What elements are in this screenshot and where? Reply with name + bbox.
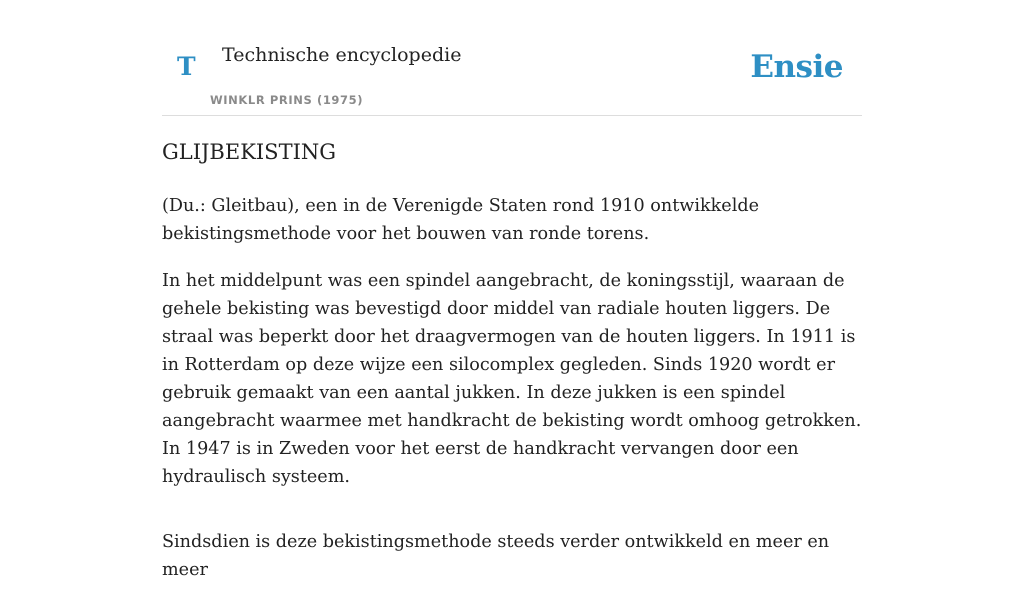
article-page	[162, 0, 862, 580]
article-body	[162, 192, 864, 603]
article-paragraph-intro: (Du.: Gleitbau), een in de Verenigde Staten rond 1910 ontwikkelde bekistingsmethode voor het bouwen van ronde torens.	[162, 196, 760, 244]
encyclopedia-title-link[interactable]: Technische encyclopedie	[222, 44, 462, 66]
ensie-brand-logo[interactable]: Ensie	[750, 49, 843, 85]
encyclopedia-header	[162, 0, 862, 116]
encyclopedia-logo[interactable]: T	[177, 52, 196, 81]
encyclopedia-source: WINKLR PRINS (1975)	[210, 93, 364, 107]
article-paragraph-history: In het middelpunt was een spindel aangebracht, de koningsstijl, waaraan de gehele bekisting was bevestigd door middel van radiale houten liggers. De straal was beperkt door het draagvermogen van de houten liggers. In 1911 is in Rotterdam op deze wijze een silocomplex gegleden. Sinds 1920 wordt er gebruik gemaakt van een aantal jukken. In deze jukken is een spindel aangebracht waarmee met handkracht de bekisting wordt omhoog getrokken. In 1947 is in Zweden voor het eerst de handkracht vervangen door een hydraulisch systeem.	[162, 271, 862, 487]
article-paragraph-development: Sindsdien is deze bekistingsmethode steeds verder ontwikkeld en meer en meer	[162, 532, 830, 580]
article-title: GLIJBEKISTING	[162, 140, 337, 164]
